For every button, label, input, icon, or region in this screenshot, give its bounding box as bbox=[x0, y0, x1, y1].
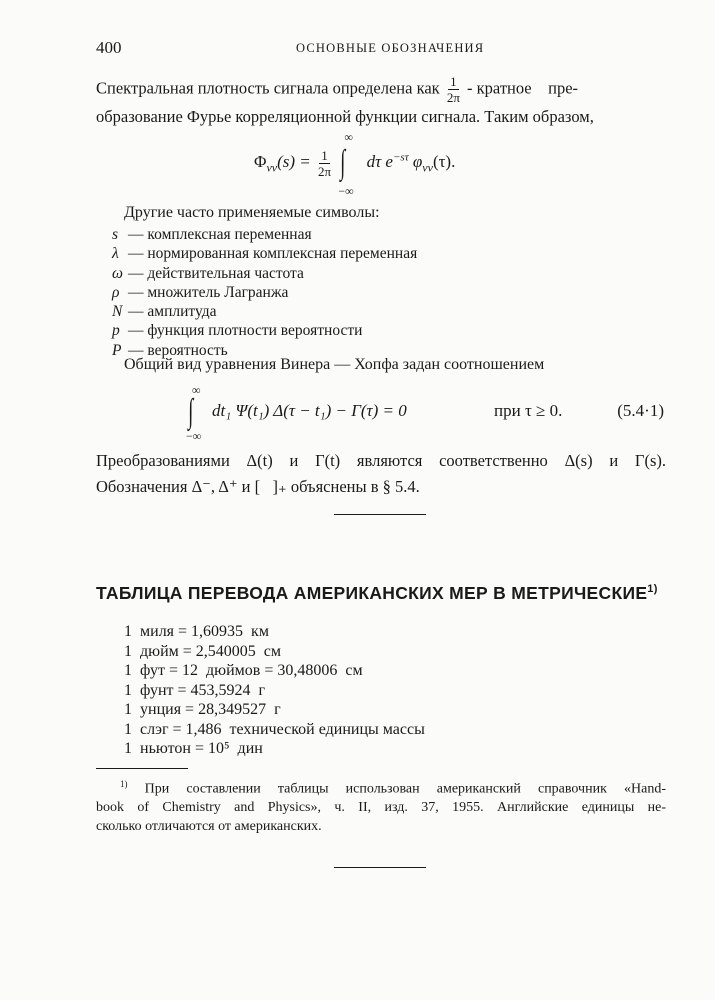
table-footnote-mark: 1) bbox=[647, 583, 658, 596]
wiener-upper-limit: ∞ bbox=[192, 383, 201, 397]
symbol-char: P bbox=[112, 341, 122, 359]
closing-line2: Обозначения Δ⁻, Δ⁺ и [ ]₊ объяснены в § 5.4. bbox=[96, 477, 420, 496]
wiener-integral-sign: ∫ ∞ −∞ bbox=[186, 383, 202, 443]
frac-numerator: 1 bbox=[450, 74, 457, 89]
symbol-char: λ bbox=[112, 245, 119, 263]
closing-paragraph bbox=[96, 448, 666, 500]
footnote-rule bbox=[96, 768, 188, 769]
symbol-char: ω bbox=[112, 264, 123, 282]
conversion-row: 1 унция = 28,349527 г bbox=[124, 701, 281, 718]
conversion-row: 1 фут = 12 дюймов = 30,48006 см bbox=[124, 662, 363, 679]
footnote-line1 bbox=[96, 775, 666, 799]
symbol-char: s bbox=[112, 226, 119, 243]
footnote-line1-text: При составлении таблицы использован американский справочник «Hand- bbox=[144, 781, 666, 797]
integral-sign: ∫ ∞ −∞ bbox=[338, 130, 354, 198]
closing-line1: Преобразованиями Δ(t) и Γ(t) являются соответственно Δ(s) и Γ(s). bbox=[96, 451, 666, 470]
wiener-sentence: Общий вид уравнения Винера — Хопфа задан соотношением bbox=[124, 356, 545, 373]
formula-phi: Φ bbox=[254, 151, 267, 171]
table-heading bbox=[96, 583, 658, 604]
footnote-line2: book of Chemistry and Physics», ч. II, изд. 37, 1955. Английские единицы не- bbox=[96, 800, 666, 816]
symbol-row bbox=[112, 244, 417, 263]
symbols-title: Другие часто применяемые символы: bbox=[124, 204, 380, 221]
wiener-lower-limit: −∞ bbox=[186, 429, 202, 443]
symbol-desc: — нормированная комплексная переменная bbox=[128, 245, 418, 263]
symbol-row bbox=[112, 264, 417, 283]
integral-lower-limit: −∞ bbox=[338, 184, 354, 198]
formula-exponent: −sτ bbox=[392, 151, 409, 164]
formula-integrand: dτ e bbox=[366, 151, 393, 171]
symbol-row bbox=[112, 302, 417, 321]
running-title: ОСНОВНЫЕ ОБОЗНАЧЕНИЯ bbox=[296, 41, 485, 55]
conversion-row: 1 дюйм = 2,540005 см bbox=[124, 642, 282, 660]
formula-phi-sub: vv bbox=[266, 160, 278, 175]
wiener-body: dt₁ Ψ(t₁) Δ(τ − t₁) − Γ(τ) = 0 bbox=[212, 401, 407, 420]
formula-fraction bbox=[318, 148, 331, 179]
end-divider bbox=[334, 867, 426, 868]
conversion-row: 1 ньютон = 10⁵ дин bbox=[124, 740, 263, 757]
footnote bbox=[96, 775, 666, 836]
symbol-row bbox=[112, 225, 417, 244]
formula-small-phi: φ bbox=[412, 151, 423, 171]
conversion-row: 1 миля = 1,60935 км bbox=[124, 623, 269, 640]
equation-number: (5.4·1) bbox=[617, 401, 664, 420]
page-number: 400 bbox=[96, 38, 122, 57]
section-divider bbox=[334, 514, 426, 515]
intro-line2: образование Фурье корреляционной функции сигнала. Таким образом, bbox=[96, 107, 594, 126]
formula-frac-den: 2π bbox=[318, 163, 332, 179]
formula-frac-num: 1 bbox=[321, 147, 328, 163]
footnote-line3: сколько отличаются от американских. bbox=[96, 818, 322, 834]
symbol-row bbox=[112, 321, 417, 340]
conversion-row: 1 слэг = 1,486 технической единицы массы bbox=[124, 720, 425, 738]
footnote-mark: 1) bbox=[120, 779, 128, 789]
symbol-desc: — действительная частота bbox=[128, 264, 304, 282]
conversion-row: 1 фунт = 453,5924 г bbox=[124, 681, 266, 699]
symbol-desc: — множитель Лагранжа bbox=[128, 283, 289, 301]
formula-lhs-arg: (s) = bbox=[277, 151, 311, 171]
intro-line1-text: Спектральная плотность сигнала определена как bbox=[96, 78, 440, 98]
table-title: ТАБЛИЦА ПЕРЕВОДА АМЕРИКАНСКИХ МЕР В МЕТРИЧЕСКИЕ bbox=[96, 583, 648, 603]
spectral-density-formula bbox=[254, 130, 456, 198]
symbol-desc: — амплитуда bbox=[128, 303, 217, 321]
symbol-row bbox=[112, 283, 417, 302]
symbol-char: ρ bbox=[112, 283, 120, 301]
formula-phi-arg: (τ). bbox=[432, 151, 456, 171]
symbol-desc: — функция плотности вероятности bbox=[128, 322, 363, 340]
formula-small-phi-sub: vv bbox=[422, 160, 433, 175]
symbols-list bbox=[112, 225, 417, 360]
intro-fraction bbox=[447, 74, 460, 105]
integral-upper-limit: ∞ bbox=[344, 130, 353, 144]
symbol-desc: — комплексная переменная bbox=[128, 226, 312, 243]
symbol-desc: — вероятность bbox=[128, 341, 228, 359]
symbol-char: N bbox=[112, 303, 123, 321]
wiener-condition: при τ ≥ 0. bbox=[494, 401, 563, 420]
frac-denominator: 2π bbox=[446, 90, 460, 105]
symbol-char: p bbox=[112, 322, 120, 340]
intro-paragraph bbox=[96, 74, 666, 130]
wiener-hopf-equation bbox=[186, 383, 666, 443]
conversion-table bbox=[124, 622, 425, 759]
intro-line1-tail: - кратное пре- bbox=[467, 78, 579, 98]
